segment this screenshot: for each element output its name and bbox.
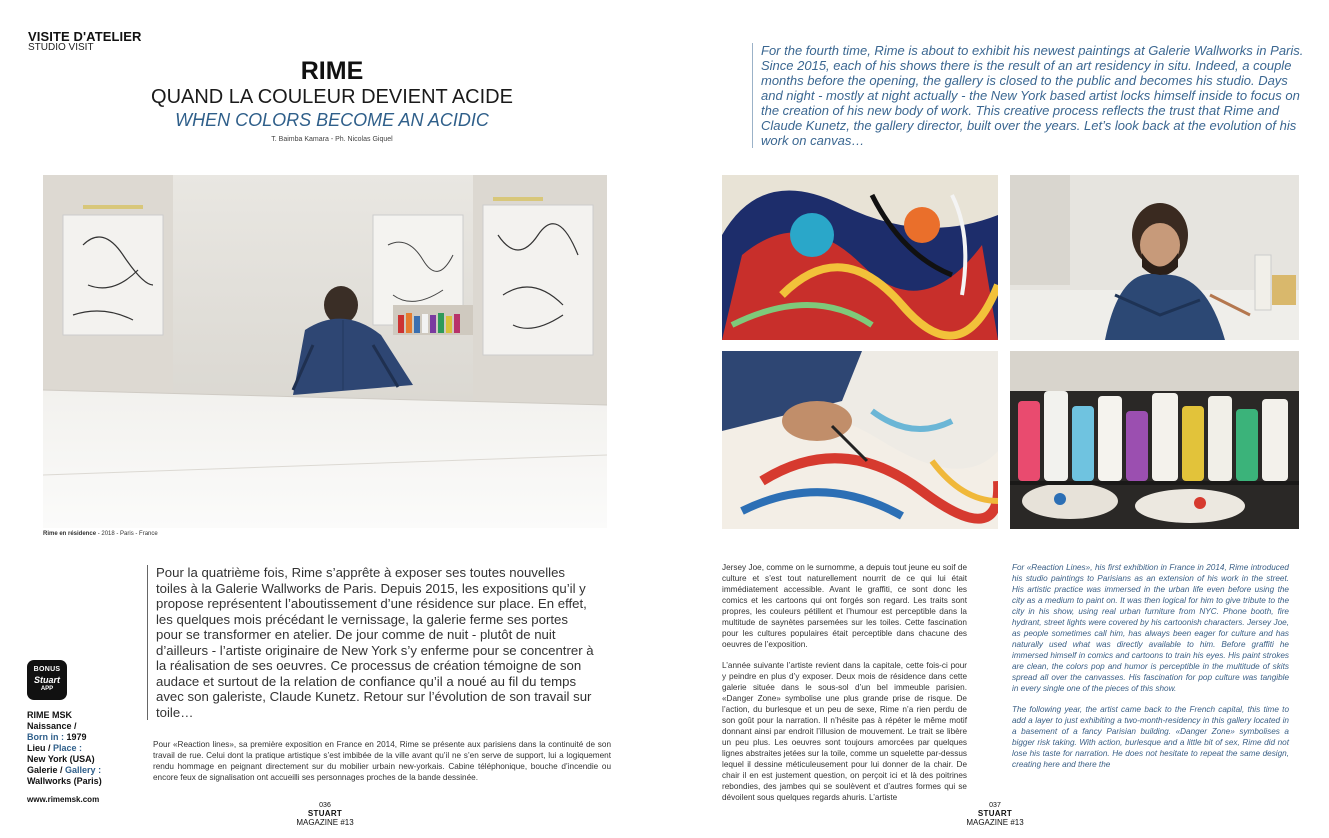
page-footer-right: 037 STUART MAGAZINE #13 — [966, 802, 1024, 827]
intro-english: For the fourth time, Rime is about to exhibit his newest paintings at Galerie Wallworks in Paris. Since 2015, each of his shows there is the result of an art residency in situ. Indeed, a couple months before the opening, the gallery is closed to the public and becomes his studio. Days and night - mostly at night actually - the New York based artist locks himself inside to focus on the creation of his new body of work. This creative process reflects the trust that Rime and Claude Kunetz, the gallery director, built over the years. Let’s look back at the evolution of his work on canvas… — [752, 43, 1306, 148]
section-subheading: STUDIO VISIT — [28, 42, 94, 53]
studio-main-photo — [43, 175, 607, 528]
subtitle-french: QUAND LA COULEUR DEVIENT ACIDE — [151, 86, 513, 108]
body-column-right: For «Reaction Lines», his first exhibition in France in 2014, Rime introduced his studio paintings to Parisians as an extension of his work in the street. His artistic practice was immersed in the urban life even before using the city as a medium to paint on. It was then logical for him to give tribute to the city in his show, using real urban furniture from NYC. Phone booth, fire hydrant, street lights were covered by his cartoonish characters. Jersey Joe, as people sometimes call him, has always been eager for culture and has naturally used what was directly available to him. Before graffiti he immersed himself in comics and cartoons to train his eyes. His paint strokes are clean, the colors pop and humor is perceptible in the multitude of skits spread all over the canvasses. His fascination for pop culture was tangible in every single one of the pieces of this show. The following year, the artist came back to the French capital, this time to add a layer to just exhibiting a two-month-residency in this gallery located in a basement of a fancy Parisian building. «Danger Zone» symbolises a bigger risk taking. With action, burlesque and a little bit of sex, Rime did not lose his taste for narration. He does not hesitate to repeat the same design, creating here and there the — [1012, 563, 1289, 769]
artist-name: RIME MSK — [27, 710, 72, 720]
article-title: RIME — [300, 57, 364, 85]
paint-bottles-photo — [1010, 351, 1299, 529]
brush-closeup-photo — [722, 351, 998, 529]
page-footer-left: 036 STUART MAGAZINE #13 — [296, 802, 354, 827]
artist-info: RIME MSK Naissance / Born in : 1979 Lieu / Place : New York (USA) Galerie / Gallery : Wallworks (Paris) — [27, 710, 137, 787]
intro-french: Pour la quatrième fois, Rime s’apprête à exposer ses toutes nouvelles toiles à la Galerie Wallworks de Paris. Depuis 2015, les expositions qu’il y propose représentent l’aboutissement d’une résidence sur place. En effet, les quelques mois précédant le vernissage, la galerie ferme ses portes pour se transformer en atelier. De jour comme de nuit - plutôt de nuit d’ailleurs - l’artiste originaire de New York s’y enferme pour se concentrer à la réalisation de ses oeuvres. Ce processus de création témoigne de son audace et surtout de la relation de confiance qu’il a noué au fil du temps avec son galeriste, Claude Kunetz. Retour sur l’évolution de son travail sur toile… — [147, 565, 598, 720]
painting-detail-photo — [722, 175, 998, 340]
section-heading: VISITE D'ATELIER — [28, 29, 142, 44]
photo-caption: Rime en résidence - 2018 - Paris - France — [43, 531, 158, 537]
credits: T. Baimba Kamara - Ph. Nicolas Giquel — [271, 136, 393, 143]
website-link[interactable]: www.rimemsk.com — [27, 795, 100, 804]
bonus-app-logo: BONUS Stuart APP — [27, 660, 67, 700]
body-column-left: Pour «Reaction lines», sa première exposition en France en 2014, Rime se présente aux parisiens dans la continuité de son travail de rue. Celui dont la pratique artistique s’est imbibée de la ville avant qu’il ne s’en serve de support, lui a logiquement rendu hommage en peignant directement sur du mobilier urbain new-yorkais. Cabine téléphonique, bouche d’incendie ou encore feux de signalisation ont accueilli ses personnages proches de la bande dessinée. — [153, 740, 611, 782]
subtitle-english: WHEN COLORS BECOME AN ACIDIC — [175, 110, 489, 130]
artist-painting-photo — [1010, 175, 1299, 340]
body-column-middle: Jersey Joe, comme on le surnomme, a depuis tout jeune eu soif de culture et s’est tout naturellement nourrit de ce qui lui était immédiatement accessible. Avant le graffiti, ce sont donc les comics et les cartoons qui ont forgés son regard. Les traits sont propres, les couleurs pétillent et l’humour est perceptible dans la multitude de saynètes parsemées sur les toiles. Cette fascination pour les cultures populaires était perceptible dans chacune des oeuvres de l’exposition. L’année suivante l’artiste revient dans la capitale, cette fois-ci pour y peindre en plus d’y exposer. Deux mois de résidence dans cette galerie située dans le sous-sol d’un bel immeuble parisien. «Danger Zone» symbolise une plus grande prise de risque. De l’action, du burlesque et un peu de sexe, Rime n’a rien perdu de son goût pour la narration. Il n’hésite pas à répéter le même motif donnant ainsi par endroit l’illusion de mouvement. Le trait se libère un peu plus. Les oeuvres sont toujours amorcées par quelques lignes abstraites jetées sur la toile, comme un squelette par-dessus lequel il dessine méticuleusement pour lui donner de la chair. De chair il en est justement question, on perçoit ici et là des poitrines rebondies, des jambes qui se soulèvent et d’autres formes qui se dévoilent sous quelques regards ahuris. L’artiste — [722, 563, 967, 802]
